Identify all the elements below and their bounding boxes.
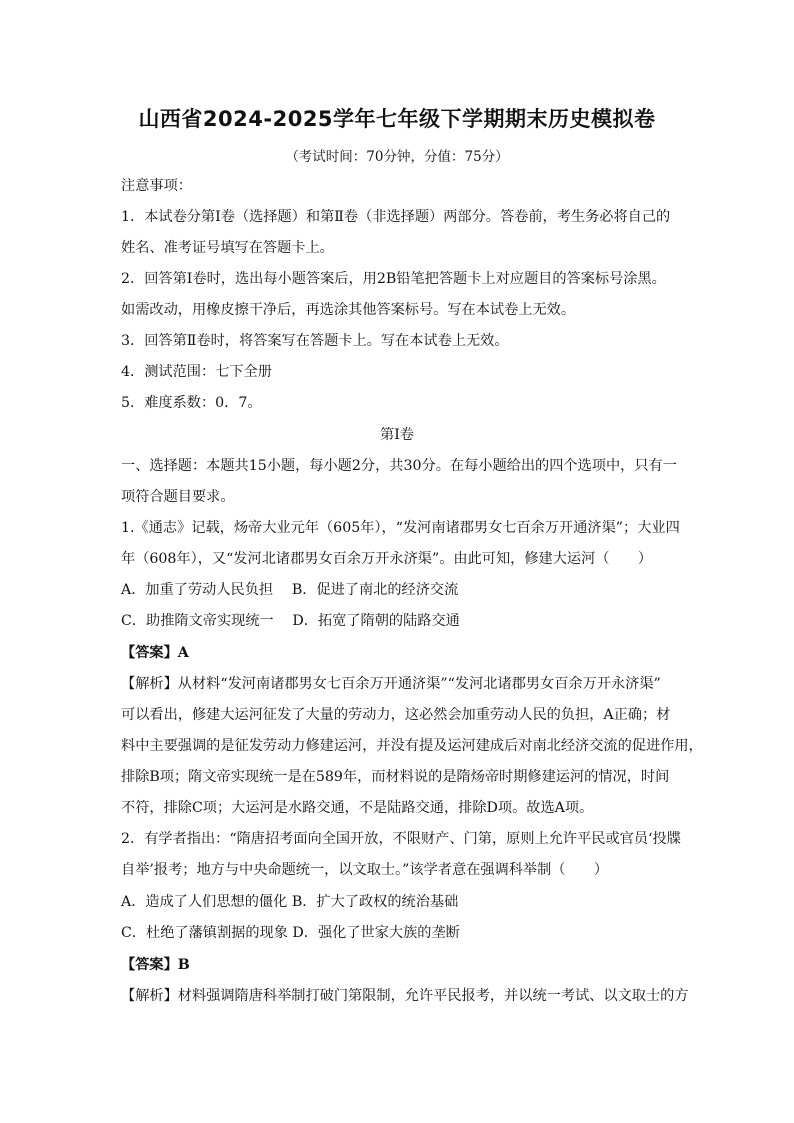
section-intro: 项符合题目要求。 bbox=[121, 489, 235, 505]
question-1-analysis: 料中主要强调的是征发劳动力修建运河，并没有提及运河建成后对南北经济交流的促进作用， bbox=[121, 738, 703, 754]
section-title: 第Ⅰ卷 bbox=[380, 427, 414, 443]
section-intro: 一、选择题：本题共15小题，每小题2分，共30分。在每小题给出的四个选项中，只有一 bbox=[121, 458, 677, 474]
notice-line: 3．回答第Ⅱ卷时，将答案写在答题卡上。写在本试卷上无效。 bbox=[121, 333, 509, 349]
exam-info: （考试时间：70分钟，分值：75分） bbox=[285, 149, 509, 165]
question-2-option: A．造成了人们思想的僵化 B．扩大了政权的统治基础 bbox=[121, 894, 459, 910]
notice-heading: 注意事项： bbox=[121, 178, 192, 194]
question-2-answer: 【答案】B bbox=[121, 957, 190, 973]
question-2-option: C．杜绝了藩镇割据的现象 D．强化了世家大族的垄断 bbox=[121, 925, 460, 941]
question-1-stem: 1.《通志》记载，炀帝大业元年（605年），“发河南诸郡男女七百余万开通济渠”；大业四 bbox=[121, 520, 680, 536]
notice-line: 1．本试卷分第Ⅰ卷（选择题）和第Ⅱ卷（非选择题）两部分。答卷前，考生务必将自己的 bbox=[121, 209, 671, 225]
page-title: 山西省2024-2025学年七年级下学期期末历史模拟卷 bbox=[138, 107, 656, 131]
question-1-option: C．助推隋文帝实现统一 D．拓宽了隋朝的陆路交通 bbox=[121, 613, 460, 629]
question-1-analysis: 排除B项；隋文帝实现统一是在589年，而材料说的是隋炀帝时期修建运河的情况，时间 bbox=[121, 769, 670, 785]
question-2-analysis: 【解析】材料强调隋唐科举制打破门第限制，允许平民报考，并以统一考试、以文取士的方 bbox=[121, 988, 689, 1004]
question-1-analysis: 可以看出，修建大运河征发了大量的劳动力，这必然会加重劳动人民的负担，A正确；材 bbox=[121, 707, 671, 723]
question-1-analysis: 【解析】从材料“发河南诸郡男女七百余万开通济渠”“发河北诸郡男女百余万开永济渠” bbox=[121, 676, 661, 692]
question-1-answer: 【答案】A bbox=[121, 645, 189, 661]
notice-line: 2．回答第Ⅰ卷时，选出每小题答案后，用2B铅笔把答题卡上对应题目的答案标号涂黑。 bbox=[121, 271, 666, 287]
notice-line: 如需改动，用橡皮擦干净后，再选涂其他答案标号。写在本试卷上无效。 bbox=[121, 302, 576, 318]
question-2-stem: 2．有学者指出：“隋唐招考面向全国开放，不限财产、门第，原则上允许平民或官员‘投牒 bbox=[121, 831, 681, 847]
question-1-option: A．加重了劳动人民负担 B．促进了南北的经济交流 bbox=[121, 582, 459, 598]
notice-line: 姓名、准考证号填写在答题卡上。 bbox=[121, 240, 334, 256]
question-2-stem: 自举’报考；地方与中央命题统一，以文取士。”该学者意在强调科举制（ ） bbox=[121, 862, 609, 878]
question-1-analysis: 不符，排除C项；大运河是水路交通，不是陆路交通，排除D项。故选A项。 bbox=[121, 800, 594, 816]
question-1-stem: 年（608年），又“发河北诸郡男女百余万开永济渠”。由此可知，修建大运河（ ） bbox=[121, 551, 653, 567]
notice-line: 4．测试范围：七下全册 bbox=[121, 364, 272, 380]
notice-line: 5．难度系数：0．7。 bbox=[121, 395, 262, 411]
